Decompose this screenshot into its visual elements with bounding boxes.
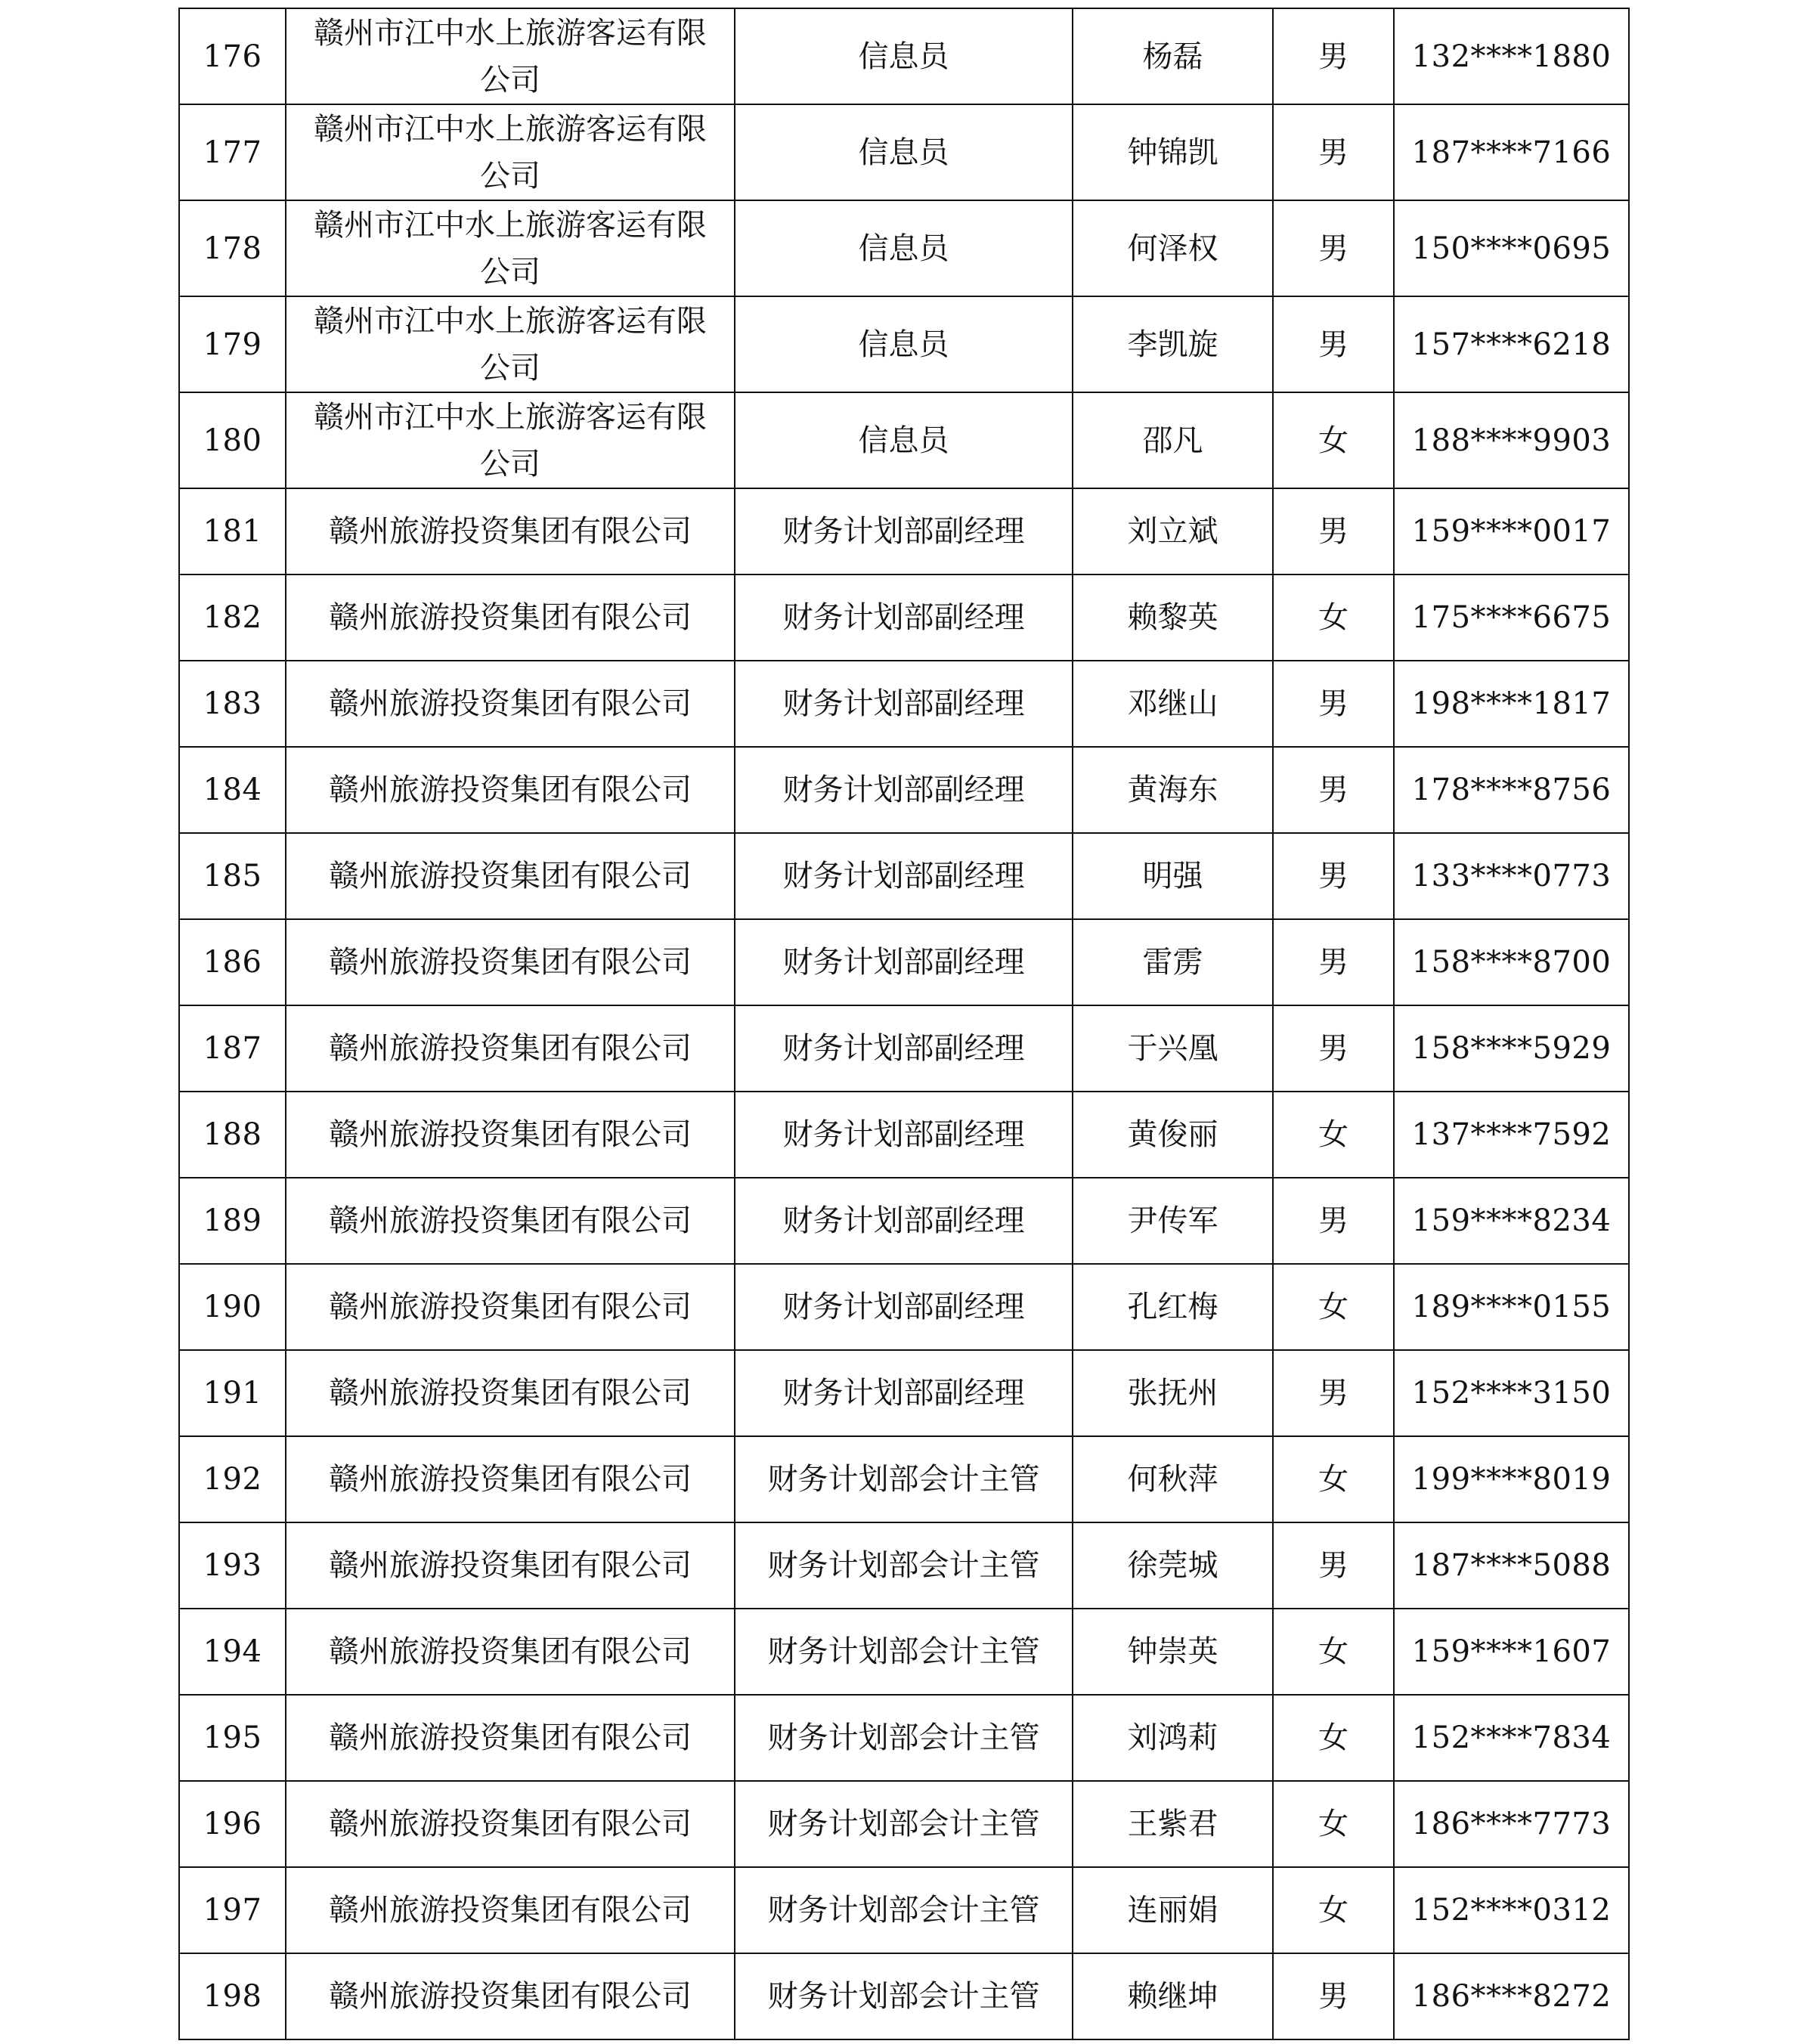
name-cell: 赖继坤: [1073, 1953, 1273, 2039]
company-text: 赣州旅游投资集团有限公司: [329, 1290, 692, 1324]
table-row: [179, 1695, 1629, 1781]
position-cell: 信息员: [735, 296, 1073, 392]
position-cell: 财务计划部副经理: [735, 919, 1073, 1005]
gender-cell: 女: [1273, 1781, 1394, 1867]
position-cell: 财务计划部副经理: [735, 1178, 1073, 1264]
name-cell: 刘鸿莉: [1073, 1695, 1273, 1781]
company-text: 赣州市江中水上旅游客运有限公司: [314, 399, 707, 482]
company-text: 赣州旅游投资集团有限公司: [329, 1548, 692, 1583]
gender-cell: 女: [1273, 392, 1394, 488]
position-cell: 财务计划部副经理: [735, 574, 1073, 661]
name-cell: 邓继山: [1073, 661, 1273, 747]
phone-cell: 159****1607: [1394, 1609, 1629, 1695]
gender-cell: 女: [1273, 574, 1394, 661]
table-row: [179, 574, 1629, 661]
phone-cell: 157****6218: [1394, 296, 1629, 392]
name-cell: 黄海东: [1073, 747, 1273, 833]
phone-cell: 137****7592: [1394, 1092, 1629, 1178]
row-number-cell: 189: [179, 1178, 286, 1264]
row-number-cell: 196: [179, 1781, 286, 1867]
company-cell: [286, 1092, 735, 1178]
table-row: [179, 1867, 1629, 1953]
phone-cell: 187****5088: [1394, 1522, 1629, 1609]
row-number-cell: 183: [179, 661, 286, 747]
position-cell: 信息员: [735, 392, 1073, 488]
name-cell: 李凯旋: [1073, 296, 1273, 392]
table-row: [179, 1522, 1629, 1609]
row-number-cell: 180: [179, 392, 286, 488]
name-cell: 杨磊: [1073, 8, 1273, 104]
gender-cell: 女: [1273, 1436, 1394, 1522]
phone-cell: 186****8272: [1394, 1953, 1629, 2039]
personnel-table-body: [179, 8, 1629, 2039]
phone-cell: 133****0773: [1394, 833, 1629, 919]
company-text: 赣州旅游投资集团有限公司: [329, 1807, 692, 1841]
phone-cell: 158****5929: [1394, 1005, 1629, 1092]
company-cell: [286, 8, 735, 104]
phone-cell: 198****1817: [1394, 661, 1629, 747]
company-text: 赣州市江中水上旅游客运有限公司: [314, 111, 707, 194]
table-row: [179, 1264, 1629, 1350]
phone-cell: 152****7834: [1394, 1695, 1629, 1781]
table-row: [179, 661, 1629, 747]
company-cell: [286, 392, 735, 488]
name-cell: 钟崇英: [1073, 1609, 1273, 1695]
company-text: 赣州旅游投资集团有限公司: [329, 600, 692, 635]
gender-cell: 男: [1273, 661, 1394, 747]
row-number-cell: 178: [179, 200, 286, 296]
company-text: 赣州旅游投资集团有限公司: [329, 1720, 692, 1755]
name-cell: 徐莞城: [1073, 1522, 1273, 1609]
row-number-cell: 186: [179, 919, 286, 1005]
position-cell: 财务计划部会计主管: [735, 1695, 1073, 1781]
name-cell: 孔红梅: [1073, 1264, 1273, 1350]
position-cell: 财务计划部副经理: [735, 1264, 1073, 1350]
row-number-cell: 190: [179, 1264, 286, 1350]
company-cell: [286, 1264, 735, 1350]
company-text: 赣州旅游投资集团有限公司: [329, 1117, 692, 1152]
table-row: [179, 833, 1629, 919]
company-cell: [286, 1781, 735, 1867]
gender-cell: 男: [1273, 1522, 1394, 1609]
row-number-cell: 182: [179, 574, 286, 661]
name-cell: 明强: [1073, 833, 1273, 919]
position-cell: 财务计划部副经理: [735, 1005, 1073, 1092]
company-cell: [286, 919, 735, 1005]
position-cell: 信息员: [735, 200, 1073, 296]
table-row: [179, 104, 1629, 200]
company-text: 赣州旅游投资集团有限公司: [329, 1634, 692, 1669]
row-number-cell: 187: [179, 1005, 286, 1092]
company-cell: [286, 104, 735, 200]
position-cell: 财务计划部会计主管: [735, 1953, 1073, 2039]
company-cell: [286, 661, 735, 747]
table-row: [179, 1178, 1629, 1264]
company-cell: [286, 1522, 735, 1609]
phone-cell: 159****8234: [1394, 1178, 1629, 1264]
name-cell: 雷雳: [1073, 919, 1273, 1005]
row-number-cell: 185: [179, 833, 286, 919]
phone-cell: 199****8019: [1394, 1436, 1629, 1522]
company-text: 赣州旅游投资集团有限公司: [329, 859, 692, 893]
gender-cell: 男: [1273, 1350, 1394, 1436]
row-number-cell: 192: [179, 1436, 286, 1522]
table-row: [179, 1953, 1629, 2039]
company-cell: [286, 1005, 735, 1092]
position-cell: 财务计划部会计主管: [735, 1609, 1073, 1695]
table-row: [179, 1436, 1629, 1522]
phone-cell: 175****6675: [1394, 574, 1629, 661]
position-cell: 财务计划部副经理: [735, 833, 1073, 919]
row-number-cell: 188: [179, 1092, 286, 1178]
company-cell: [286, 747, 735, 833]
phone-cell: 158****8700: [1394, 919, 1629, 1005]
table-row: [179, 747, 1629, 833]
position-cell: 财务计划部会计主管: [735, 1522, 1073, 1609]
position-cell: 财务计划部副经理: [735, 1350, 1073, 1436]
table-row: [179, 1092, 1629, 1178]
company-cell: [286, 1867, 735, 1953]
company-text: 赣州旅游投资集团有限公司: [329, 1979, 692, 2014]
company-text: 赣州旅游投资集团有限公司: [329, 773, 692, 807]
gender-cell: 男: [1273, 200, 1394, 296]
name-cell: 邵凡: [1073, 392, 1273, 488]
gender-cell: 男: [1273, 833, 1394, 919]
row-number-cell: 179: [179, 296, 286, 392]
company-cell: [286, 488, 735, 574]
company-cell: [286, 1178, 735, 1264]
phone-cell: 188****9903: [1394, 392, 1629, 488]
company-text: 赣州旅游投资集团有限公司: [329, 686, 692, 721]
name-cell: 钟锦凯: [1073, 104, 1273, 200]
gender-cell: 男: [1273, 747, 1394, 833]
table-row: [179, 296, 1629, 392]
gender-cell: 男: [1273, 919, 1394, 1005]
position-cell: 财务计划部会计主管: [735, 1867, 1073, 1953]
row-number-cell: 194: [179, 1609, 286, 1695]
row-number-cell: 184: [179, 747, 286, 833]
name-cell: 刘立斌: [1073, 488, 1273, 574]
name-cell: 何秋萍: [1073, 1436, 1273, 1522]
gender-cell: 男: [1273, 8, 1394, 104]
company-text: 赣州市江中水上旅游客运有限公司: [314, 303, 707, 386]
gender-cell: 男: [1273, 296, 1394, 392]
table-row: [179, 919, 1629, 1005]
position-cell: 财务计划部副经理: [735, 747, 1073, 833]
gender-cell: 男: [1273, 1953, 1394, 2039]
company-text: 赣州旅游投资集团有限公司: [329, 1203, 692, 1238]
name-cell: 赖黎英: [1073, 574, 1273, 661]
company-text: 赣州市江中水上旅游客运有限公司: [314, 15, 707, 98]
gender-cell: 男: [1273, 488, 1394, 574]
table-row: [179, 392, 1629, 488]
company-cell: [286, 1436, 735, 1522]
gender-cell: 女: [1273, 1264, 1394, 1350]
company-text: 赣州旅游投资集团有限公司: [329, 514, 692, 549]
company-cell: [286, 1609, 735, 1695]
phone-cell: 152****0312: [1394, 1867, 1629, 1953]
row-number-cell: 198: [179, 1953, 286, 2039]
row-number-cell: 193: [179, 1522, 286, 1609]
phone-cell: 186****7773: [1394, 1781, 1629, 1867]
company-cell: [286, 574, 735, 661]
name-cell: 何泽权: [1073, 200, 1273, 296]
position-cell: 财务计划部副经理: [735, 1092, 1073, 1178]
name-cell: 于兴凰: [1073, 1005, 1273, 1092]
table-row: [179, 1609, 1629, 1695]
position-cell: 信息员: [735, 104, 1073, 200]
company-text: 赣州市江中水上旅游客运有限公司: [314, 207, 707, 290]
position-cell: 财务计划部副经理: [735, 661, 1073, 747]
row-number-cell: 195: [179, 1695, 286, 1781]
name-cell: 张抚州: [1073, 1350, 1273, 1436]
gender-cell: 女: [1273, 1609, 1394, 1695]
table-row: [179, 1350, 1629, 1436]
company-cell: [286, 833, 735, 919]
gender-cell: 女: [1273, 1092, 1394, 1178]
company-text: 赣州旅游投资集团有限公司: [329, 1376, 692, 1411]
gender-cell: 女: [1273, 1695, 1394, 1781]
personnel-table: [178, 8, 1630, 2040]
row-number-cell: 176: [179, 8, 286, 104]
position-cell: 财务计划部会计主管: [735, 1781, 1073, 1867]
company-cell: [286, 296, 735, 392]
table-row: [179, 200, 1629, 296]
company-cell: [286, 200, 735, 296]
position-cell: 财务计划部会计主管: [735, 1436, 1073, 1522]
company-text: 赣州旅游投资集团有限公司: [329, 945, 692, 980]
name-cell: 尹传军: [1073, 1178, 1273, 1264]
row-number-cell: 191: [179, 1350, 286, 1436]
phone-cell: 178****8756: [1394, 747, 1629, 833]
table-row: [179, 1005, 1629, 1092]
gender-cell: 男: [1273, 104, 1394, 200]
row-number-cell: 177: [179, 104, 286, 200]
name-cell: 王紫君: [1073, 1781, 1273, 1867]
table-row: [179, 8, 1629, 104]
position-cell: 信息员: [735, 8, 1073, 104]
gender-cell: 男: [1273, 1178, 1394, 1264]
company-cell: [286, 1953, 735, 2039]
company-cell: [286, 1350, 735, 1436]
company-text: 赣州旅游投资集团有限公司: [329, 1462, 692, 1497]
row-number-cell: 181: [179, 488, 286, 574]
phone-cell: 187****7166: [1394, 104, 1629, 200]
company-cell: [286, 1695, 735, 1781]
row-number-cell: 197: [179, 1867, 286, 1953]
gender-cell: 女: [1273, 1867, 1394, 1953]
name-cell: 黄俊丽: [1073, 1092, 1273, 1178]
name-cell: 连丽娟: [1073, 1867, 1273, 1953]
phone-cell: 132****1880: [1394, 8, 1629, 104]
company-text: 赣州旅游投资集团有限公司: [329, 1893, 692, 1928]
company-text: 赣州旅游投资集团有限公司: [329, 1031, 692, 1066]
phone-cell: 189****0155: [1394, 1264, 1629, 1350]
gender-cell: 男: [1273, 1005, 1394, 1092]
phone-cell: 152****3150: [1394, 1350, 1629, 1436]
table-row: [179, 488, 1629, 574]
phone-cell: 150****0695: [1394, 200, 1629, 296]
position-cell: 财务计划部副经理: [735, 488, 1073, 574]
table-row: [179, 1781, 1629, 1867]
phone-cell: 159****0017: [1394, 488, 1629, 574]
